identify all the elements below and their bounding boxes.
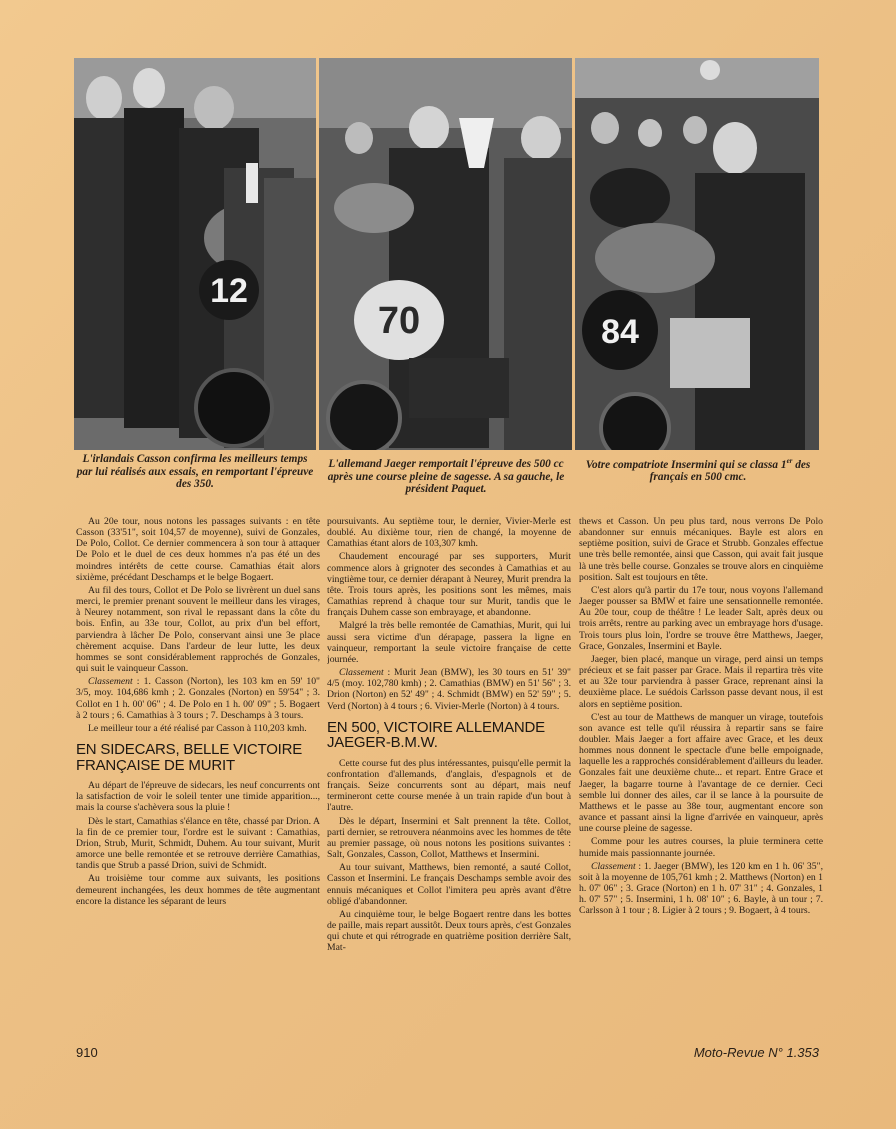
standings-label: Classement <box>591 860 636 872</box>
photo-jaeger-image <box>319 58 572 450</box>
race-number-12: 12 <box>210 272 248 310</box>
article-column-3 <box>579 516 823 1006</box>
photo-casson <box>74 58 316 450</box>
photo-insermini-image <box>575 58 819 450</box>
race-number-70: 70 <box>377 300 421 342</box>
race-number-84: 84 <box>601 313 639 351</box>
standings-text: : Murit Jean (BMW), les 30 tours en 51' 39" 4/5 (moy. 102,780 kmh) ; 2. Camathias (BMW) en 51' 56" ; 3. Drion (Norton) en 52' 49" ; 4. Schmidt (BMW) en 52' 59" ; 5. Verd (Norton) à 4 tours ; 6. Vivier-Merle (Norton) à 4 tours. <box>327 667 571 712</box>
caption-insermini <box>578 455 818 484</box>
paragraph: Au cinquième tour, le belge Bogaert rentre dans les bottes de paille, mais repart aussitôt. Deux tours après, c'est Gonzales qui chute et qui rétrograde en quatrième position derrière Salt, Mat- <box>327 908 571 954</box>
caption-jaeger: L'allemand Jaeger remportait l'épreuve des 500 cc après une course pleine de sagesse. A sa gauche, le président Paquet. <box>327 458 565 496</box>
standings-label: Classement <box>339 667 384 679</box>
paragraph: Le meilleur tour a été réalisé par Casson à 110,203 kmh. <box>88 722 307 734</box>
paragraph: Malgré la très belle remontée de Camathias, Murit, qui lui aussi sera victime d'un dérapage, passera la ligne en vainqueur, remportant la seule victoire française de cette journée. <box>327 620 571 665</box>
article-column-2 <box>327 516 571 1006</box>
photo-insermini <box>575 58 819 450</box>
paragraph: thews et Casson. Un peu plus tard, nous verrons De Polo abandonner sur ennuis mécaniques. Bayle est alors en septième position, suivi de Grace et Strubb. Gonzales effectue une très belle remontée, ainsi que Casson, qui avait fait jusque là une très belle course. Gonzales se trouve alors en cinquième position. Salt est toujours en tête. <box>579 516 823 583</box>
magazine-issue: Moto-Revue N° 1.353 <box>693 1045 819 1060</box>
paragraph: Dès le départ, Insermini et Salt prennent la tête. Collot, parti dernier, se retrouvera néanmoins avec les hommes de tête au premier passage, où nous notons les positions suivantes : Salt, Gonzales, Casson, Collot, Matthews et Insermini. <box>327 815 571 861</box>
paragraph: Au troisième tour comme aux suivants, les positions demeurent inchangées, les deux hommes de tête augmentant encore la distance les séparant de leurs <box>76 873 320 907</box>
paragraph: Au départ de l'épreuve de sidecars, les neuf concurrents ont la satisfaction de voir le soleil tenter une timide apparition..., mais la course s'achèvera sous la pluie ! <box>76 780 320 814</box>
caption-insermini-part1: Votre compatriote Insermini qui se classa 1 <box>585 458 787 471</box>
paragraph: C'est au tour de Matthews de manquer un virage, toutefois son avance est telle qu'il réussira à repartir sans se faire doubler. Mais Jaeger a fort affaire avec Grace, et les deux hommes nous donnent le spectacle d'une belle empoignade, laquelle les a rapprochés considérablement d'ailleurs du leader. Gonzales fait une deuxième chute... et repart. Entre Grace et Jaeger, la bagarre tourne à l'avantage de ce dernier. Ceci semble lui donner des ailes, car il se lance à la poursuite de Matthews et le passe au 38e tour, augmentant encore son avance et passant ainsi la ligne d'arrivée en vainqueur, après une course pleine de sagesse. <box>579 711 823 835</box>
caption-casson: L'irlandais Casson confirma les meilleurs temps par lui réalisés aux essais, en remportant l'épreuve des 350. <box>76 453 314 491</box>
paragraph: Chaudement encouragé par ses supporters, Murit commence alors à grignoter des secondes à Camathias et au vingtième tour, ce dernier dérapant à Neurey, Murit prendra la tête. Trois tours après, les positions sont les mêmes, mais Camathias reprend à chaque tour sur Murit, tandis que le français Duhem casse son embrayage, et abandonne. <box>327 551 571 619</box>
section-heading-sidecars: EN SIDECARS, BELLE VICTOIRE FRANÇAISE DE MURIT <box>76 740 303 774</box>
caption-insermini-sup: er <box>786 457 793 465</box>
paragraph: Cette course fut des plus intéressantes, puisqu'elle permit la confrontation d'allemands, d'anglais, d'espagnols et de français. Seize concurrents sont au départ, mais neuf termineront cette course menée à un train rapide d'un bout à l'autre. <box>327 757 571 814</box>
paragraph: Au fil des tours, Collot et De Polo se livrèrent un duel sans merci, le premier prenant souvent le meilleur dans les virages, à Neurey notamment, son rival le repassant dans la côte du bois. Enfin, au 33e tour, Collot, au prix d'un bel effort, parviendra à lâcher De Polo, conservant ainsi une 3e place chèrement acquise. Dans l'ardeur de leur lutte, les deux hommes se sont considérablement rapprochés de Gonzales, qui suit le vainqueur Casson. <box>76 584 320 675</box>
paragraph: Au tour suivant, Matthews, bien remonté, a sauté Collot, Casson et Insermini. Le français Deschamps semble avoir des ennuis mécaniques et Collot l'imitera peu après avant d'être obligé d'abandonner. <box>327 862 571 907</box>
article-column-1 <box>76 516 320 1006</box>
paragraph: Jaeger, bien placé, manque un virage, perd ainsi un temps précieux et se fait passer par Grace. Mais il repartira très vite et au 32e tour parviendra à passer Grace, reprenant ainsi la deuxième place. Le suédois Carlsson passe devant nous, il est alors en septième position. <box>579 653 823 710</box>
standings-500 <box>579 861 823 917</box>
page-number: 910 <box>76 1045 98 1060</box>
standings-text: : 1. Casson (Norton), les 103 km en 59' 10" 3/5, moy. 104,686 kmh ; 2. Gonzales (Norton) en 59'54" ; 3. Collot en 1 h. 00' 06" ; 4. De Polo en 1 h. 00' 09" ; 5. Bogaert à 2 tours ; 6. Camathias à 3 tours ; 7. Deschamps à 3 tours. <box>76 676 320 721</box>
paragraph: Comme pour les autres courses, la pluie terminera cette humide mais passionnante journée. <box>579 836 823 859</box>
paragraph: poursuivants. Au septième tour, le dernier, Vivier-Merle est doublé. Au dixième tour, rien de changé, la moyenne de Camathias étant alors de 103,307 kmh. <box>327 516 571 550</box>
caption-insermini-part2: des français en 500 cmc. <box>649 458 811 484</box>
standings-label: Classement <box>88 676 133 688</box>
paragraph: C'est alors qu'à partir du 17e tour, nous voyons l'allemand Jaeger pousser sa BMW et faire une sensationnelle remontée. Au 20e tour, coup de théâtre ! Le leader Salt, après deux ou trois arrêts, rentre au parking avec un embrayage hors d'usage. Trois tours plus loin, l'ordre se trouve être Matthews, Jaeger, Grace, Gonzales, Insermini et Bayle. <box>579 584 823 652</box>
standings-350 <box>76 676 320 721</box>
paragraph: Au 20e tour, nous notons les passages suivants : en tête Casson (33'51", soit 104,57 de moyenne), suivi de Gonzales, De Polo, Collot. Ce dernier commencera à son tour à attaquer De Polo et le duel de ces deux hommes n'a pas été un des moindres intérêts de cette course. Camathias était alors sixième, précédant Deschamps et le belge Bogaert. <box>76 516 320 583</box>
photo-casson-image <box>74 58 316 450</box>
standings-sidecars <box>327 667 571 712</box>
paragraph: Dès le start, Camathias s'élance en tête, chassé par Drion. A la fin de ce premier tour, l'ordre est le suivant : Camathias, Drion, Strub, Murit, Schmidt, Duhem. Au tour suivant, Murit amorce une belle remontée et se retrouve derrière Camathias, tandis que Strub a passé Drion, suivi de Schmidt. <box>76 815 320 872</box>
photo-jaeger <box>319 58 572 450</box>
section-heading-500: EN 500, VICTOIRE ALLEMANDE JAEGER-B.M.W. <box>327 718 545 752</box>
standings-text: : 1. Jaeger (BMW), les 120 km en 1 h. 06' 35", soit à la moyenne de 105,761 kmh ; 2. Matthews (Norton) en 1 h. 07' 06" ; 3. Grace (Norton) en 1 h. 07' 31" ; 4. Gonzales, 1 h. 07' 57" ; 5. Insermini, 1 h. 08' 10" ; 6. Bayle, à un tour ; 7. Carlsson à 1 tour ; 8. Ligier à 2 tours ; 9. Bogaert, à 4 tours. <box>579 860 823 917</box>
